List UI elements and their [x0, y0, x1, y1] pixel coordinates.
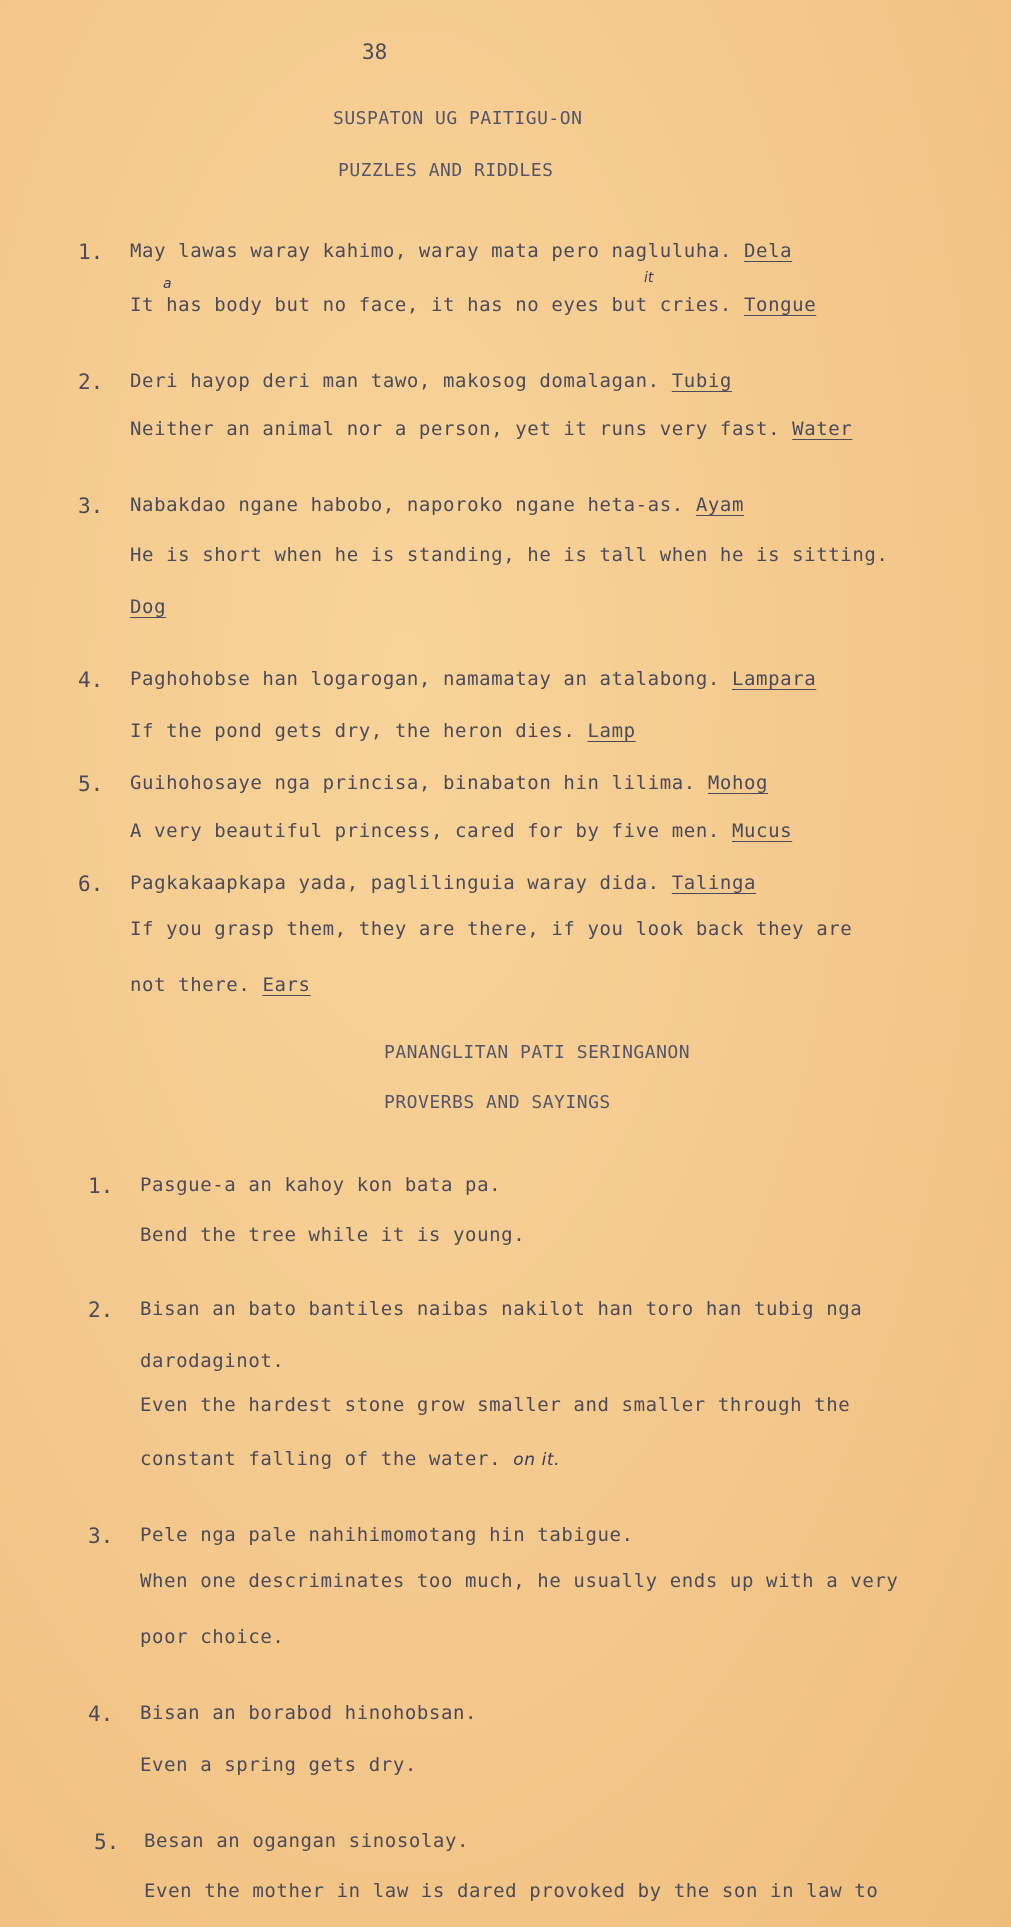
riddle-english: not there. [130, 974, 251, 996]
riddle-native: May lawas waray kahimo, waray mata pero nagluluha. [130, 240, 732, 262]
riddle-native-text [130, 240, 792, 262]
page-number: 38 [362, 40, 388, 64]
proverb-english-line2: poor choice. [140, 1626, 285, 1648]
riddle-native-text [130, 872, 756, 894]
riddle-english-answer: Water [792, 418, 853, 440]
handwritten-insert: it [644, 270, 654, 286]
proverbs-title-english: PROVERBS AND SAYINGS [384, 1092, 611, 1113]
riddle-english: He is short when he is standing, he is tall when he is sitting. [130, 544, 889, 566]
handwritten-insert: a [163, 276, 172, 292]
riddle-english-text [130, 720, 636, 742]
riddle-native-answer: Lampara [731, 668, 817, 690]
proverb-number: 1. [88, 1174, 114, 1198]
riddle-english: Neither an animal nor a person, yet it runs very fast. [130, 418, 781, 440]
riddle-number: 5. [78, 772, 104, 796]
riddle-number: 6. [78, 872, 104, 896]
riddles-title-english: PUZZLES AND RIDDLES [338, 160, 554, 181]
proverb-english-line1: When one descriminates too much, he usually ends up with a very [140, 1570, 899, 1592]
proverb-number: 3. [88, 1524, 114, 1548]
riddle-native: Deri hayop deri man tawo, makosog domalagan. [130, 370, 660, 392]
riddle-number: 4. [78, 668, 104, 692]
proverbs-title-native: PANANGLITAN PATI SERINGANON [384, 1042, 691, 1063]
riddle-native-text [130, 772, 768, 794]
proverb-native: Besan an ogangan sinosolay. [144, 1830, 470, 1852]
riddle-english-text [130, 418, 852, 440]
proverb-english: Even a spring gets dry. [140, 1754, 417, 1776]
riddle-english-answer: Dog [130, 596, 167, 618]
proverb-number: 2. [88, 1298, 114, 1322]
proverb-native: Bisan an borabod hinohobsan. [140, 1702, 478, 1724]
riddle-english-answer: Tongue [744, 294, 817, 316]
riddle-native-text [130, 370, 732, 392]
proverb-native-line1: Bisan an bato bantiles naibas nakilot han toro han tubig nga [140, 1298, 863, 1320]
riddle-english-text [130, 294, 816, 316]
proverb-native: Pasgue-a an kahoy kon bata pa. [140, 1174, 502, 1196]
riddle-number: 1. [78, 240, 104, 264]
riddle-native-answer: Dela [744, 240, 793, 262]
proverb-english: constant falling of the water. [140, 1448, 502, 1470]
riddle-native-text [130, 494, 744, 516]
riddle-english: A very beautiful princess, cared for by five men. [130, 820, 720, 842]
riddle-native-answer: Talinga [671, 872, 757, 894]
riddle-native: Paghohobse han logarogan, namamatay an atalabong. [130, 668, 720, 690]
proverb-english: Bend the tree while it is young. [140, 1224, 526, 1246]
riddle-english-line1: If you grasp them, they are there, if you look back they are [130, 918, 853, 940]
riddle-native-answer: Ayam [695, 494, 744, 516]
riddles-title-native: SUSPATON UG PAITIGU-ON [333, 108, 583, 129]
riddle-english: If the pond gets dry, the heron dies. [130, 720, 576, 742]
riddle-native-text [130, 668, 816, 690]
proverb-english-line2 [140, 1448, 560, 1470]
proverb-native-line2: darodaginot. [140, 1350, 285, 1372]
handwritten-addition: on it. [513, 1450, 561, 1470]
riddle-native-answer: Tubig [671, 370, 732, 392]
riddle-native: Guihohosaye nga princisa, binabaton hin lilima. [130, 772, 696, 794]
riddle-number: 3. [78, 494, 104, 518]
riddle-number: 2. [78, 370, 104, 394]
riddle-native: Nabakdao ngane habobo, naporoko ngane heta-as. [130, 494, 684, 516]
riddle-english: It has body but no face, it has no eyes but cries. [130, 294, 732, 316]
riddle-english-answer: Mucus [731, 820, 793, 842]
proverb-number: 4. [88, 1702, 114, 1726]
riddle-english-answer: Ears [262, 974, 311, 996]
proverb-english: Even the mother in law is dared provoked by the son in law to [144, 1880, 879, 1902]
riddle-native: Pagkakaapkapa yada, paglilinguia waray dida. [130, 872, 660, 894]
riddle-english-answer: Lamp [587, 720, 636, 742]
riddle-english-text [130, 820, 792, 842]
proverb-english-line1: Even the hardest stone grow smaller and smaller through the [140, 1394, 851, 1416]
riddle-english-line2 [130, 974, 311, 996]
proverb-native: Pele nga pale nahihimomotang hin tabigue. [140, 1524, 634, 1546]
riddle-native-answer: Mohog [707, 772, 769, 794]
proverb-number: 5. [94, 1830, 120, 1854]
